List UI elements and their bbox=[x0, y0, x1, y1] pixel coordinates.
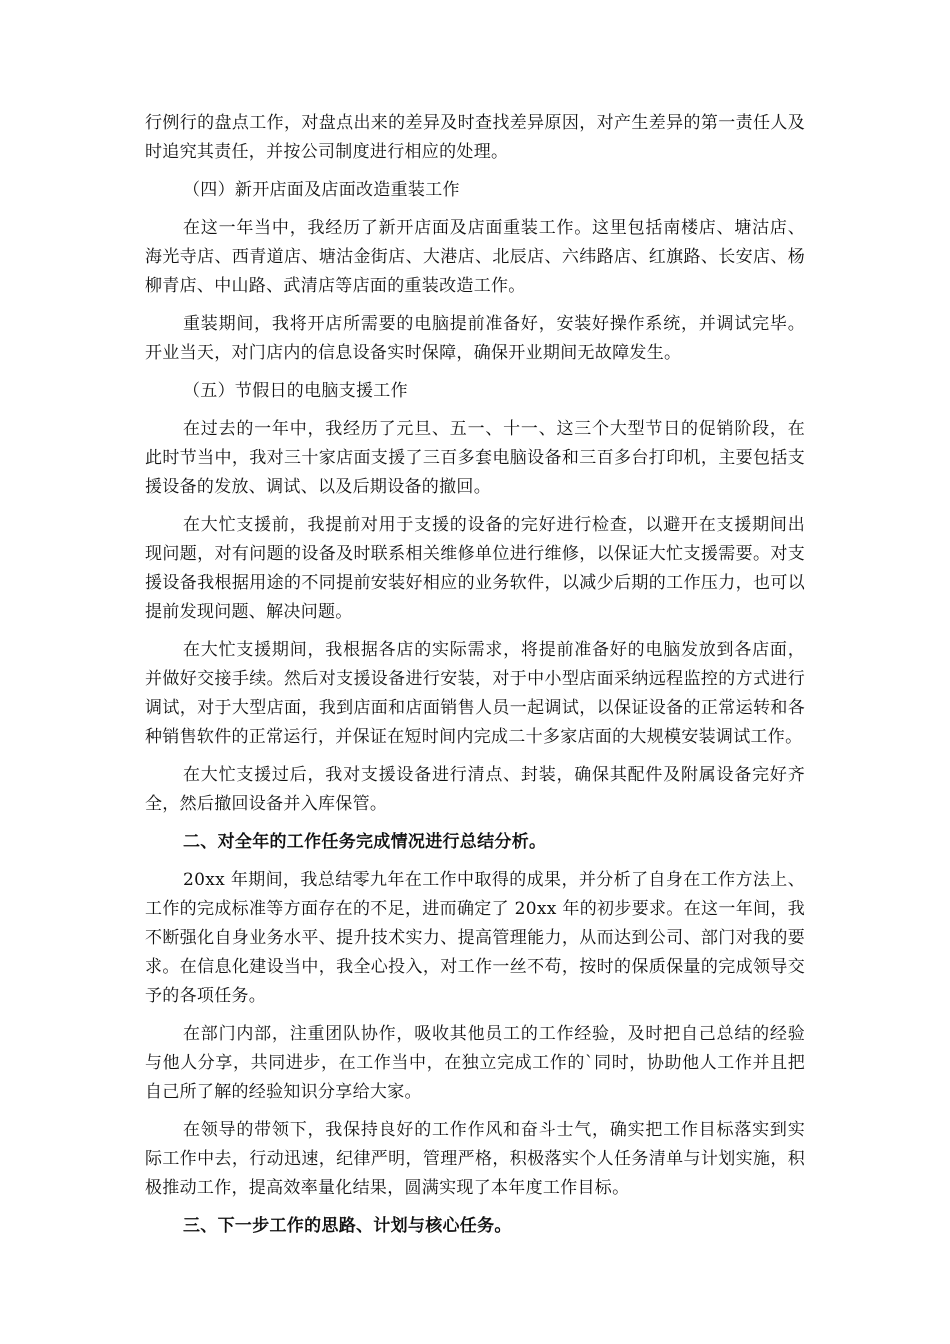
paragraph-during-support: 在大忙支援期间，我根据各店的实际需求，将提前准备好的电脑发放到各店面，并做好交接手续。然后对支援设备进行安装，对于中小型店面采纳远程监控的方式进行调试，对于大型店面，我到店面和店面销售人员一起调试，以保证设备的正常运转和各种销售软件的正常运行，并保证在短时间内完成二十多家店面的大规模安装调试工作。 bbox=[145, 640, 805, 747]
paragraph-leadership: 在领导的带领下，我保持良好的工作作风和奋斗士气，确实把工作目标落实到实际工作中去，行动迅速，纪律严明，管理严格，积极落实个人任务清单与计划实施，积极推动工作，提高效率量化结果，圆满实现了本年度工作目标。 bbox=[145, 1120, 805, 1198]
paragraph-year-review: 20xx 年期间，我总结零九年在工作中取得的成果，并分析了自身在工作方法上、工作的完成标准等方面存在的不足，进而确定了 20xx 年的初步要求。在这一年间，我不断强化自身业务水平、提升技术实力、提高管理能力，从而达到公司、部门对我的要求。在信息化建设当中，我全心投入，对工作一丝不苟，按时的保质保量的完成领导交予的各项任务。 bbox=[145, 870, 805, 1006]
subheading-new-stores: （四）新开店面及店面改造重装工作 bbox=[183, 180, 460, 200]
section-heading-next-steps: 三、下一步工作的思路、计划与核心任务。 bbox=[183, 1216, 512, 1236]
section-heading-annual-summary: 二、对全年的工作任务完成情况进行总结分析。 bbox=[183, 832, 547, 852]
document-page bbox=[145, 109, 805, 1241]
subheading-holiday-support: （五）节假日的电脑支援工作 bbox=[183, 381, 408, 401]
paragraph-continued-inventory: 行例行的盘点工作，对盘点出来的差异及时查找差异原因，对产生差异的第一责任人及时追究其责任，并按公司制度进行相应的处理。 bbox=[145, 113, 805, 162]
paragraph-holiday-promotions: 在过去的一年中，我经历了元旦、五一、十一、这三个大型节日的促销阶段，在此时节当中，我对三十家店面支援了三百多套电脑设备和三百多台打印机，主要包括支援设备的发放、调试、以及后期设备的撤回。 bbox=[145, 419, 805, 497]
paragraph-renovation-period: 重装期间，我将开店所需要的电脑提前准备好，安装好操作系统，并调试完毕。开业当天，对门店内的信息设备实时保障，确保开业期间无故障发生。 bbox=[145, 314, 805, 363]
paragraph-before-support: 在大忙支援前，我提前对用于支援的设备的完好进行检查，以避开在支援期间出现问题，对有问题的设备及时联系相关维修单位进行维修，以保证大忙支援需要。对支援设备我根据用途的不同提前安装好相应的业务软件，以减少后期的工作压力，也可以提前发现问题、解决问题。 bbox=[145, 515, 805, 622]
paragraph-teamwork: 在部门内部，注重团队协作，吸收其他员工的工作经验，及时把自己总结的经验与他人分享，共同进步，在工作当中，在独立完成工作的`同时，协助他人工作并且把自己所了解的经验知识分享给大家。 bbox=[145, 1024, 805, 1102]
paragraph-after-support: 在大忙支援过后，我对支援设备进行清点、封装，确保其配件及附属设备完好齐全，然后撤回设备并入库保管。 bbox=[145, 765, 805, 814]
paragraph-store-renovation-list: 在这一年当中，我经历了新开店面及店面重装工作。这里包括南楼店、塘沽店、海光寺店、西青道店、塘沽金街店、大港店、北辰店、六纬路店、红旗路、长安店、杨柳青店、中山路、武清店等店面的重装改造工作。 bbox=[145, 218, 805, 296]
